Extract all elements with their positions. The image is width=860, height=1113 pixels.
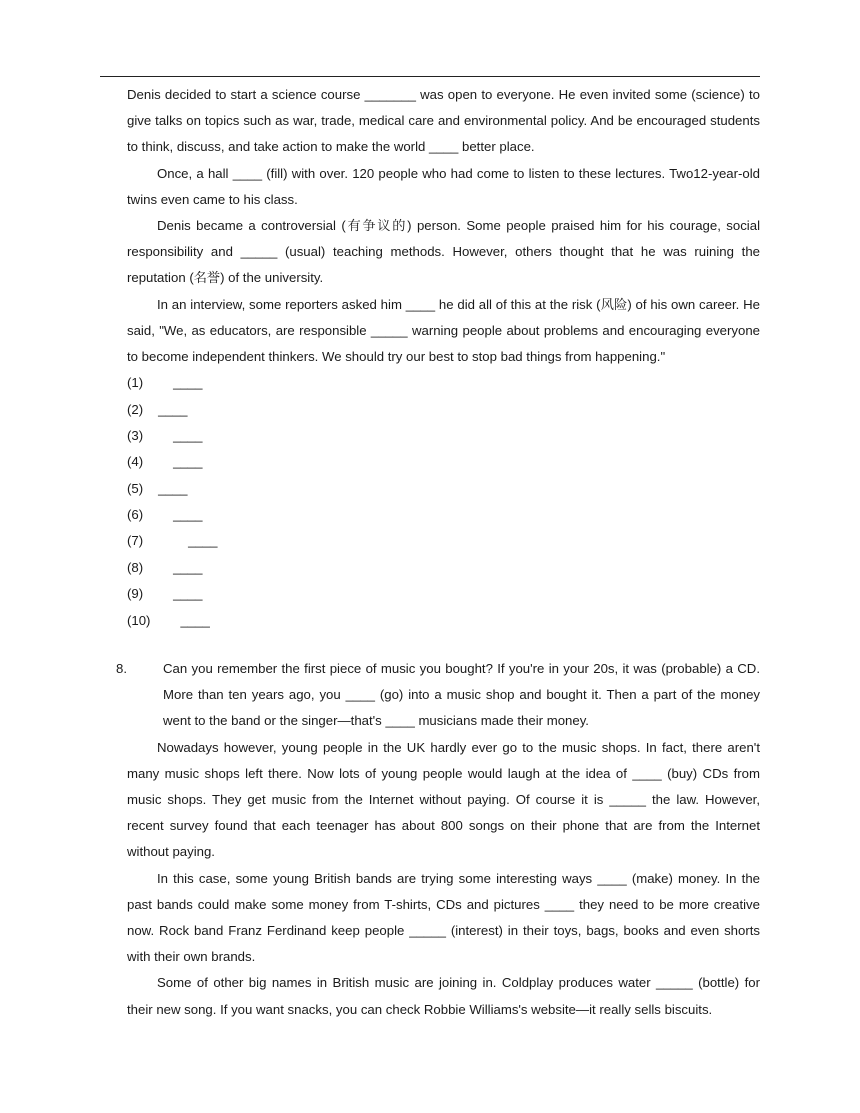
answer-number: (2) bbox=[127, 401, 144, 417]
question-number: 8. bbox=[116, 661, 127, 676]
paragraph bbox=[127, 213, 764, 292]
header-rule bbox=[100, 76, 760, 77]
answer-number: (6) bbox=[127, 507, 144, 523]
answer-blank[interactable]: ____ bbox=[158, 480, 188, 496]
answer-number: (7) bbox=[127, 533, 144, 549]
answer-number: (1) bbox=[127, 375, 144, 391]
paragraph-text: Nowadays however, young people in the UK hardly ever go to the music shops. In fact, there aren't many music shops left there. Now lots of young people would laugh at the idea of ____ (buy) CDs from music shops. They get music from the Internet without paying. Of course it is _____ the law. However, recent survey found that each teenager has about 800 songs on their phone that are from the Internet without paying. bbox=[127, 739, 764, 860]
answer-blank[interactable]: ____ bbox=[158, 401, 188, 417]
answer-row bbox=[127, 607, 760, 633]
answer-blank[interactable]: ____ bbox=[173, 559, 203, 575]
paragraph-text: In this case, some young British bands are trying some interesting ways ____ (make) money. In the past bands could make some money from T-shirts, CDs and pictures ____ they need to be more creative now. Rock band Franz Ferdinand keep people _____ (interest) in their toys, bags, books and even shorts with their own brands. bbox=[127, 870, 764, 965]
question-8-first-paragraph bbox=[116, 656, 764, 735]
paragraph bbox=[163, 656, 764, 735]
answer-number: (10) bbox=[127, 612, 151, 628]
answer-list bbox=[127, 370, 760, 633]
answer-number: (3) bbox=[127, 428, 144, 444]
paragraph bbox=[127, 161, 764, 213]
paragraph bbox=[127, 82, 764, 161]
answer-row bbox=[127, 397, 760, 423]
answer-row bbox=[127, 528, 760, 554]
answer-blank[interactable]: ____ bbox=[173, 586, 203, 602]
question-8-body bbox=[127, 735, 764, 1023]
answer-blank[interactable]: ____ bbox=[173, 428, 203, 444]
answer-number: (4) bbox=[127, 454, 144, 470]
answer-row bbox=[127, 449, 760, 475]
paragraph bbox=[127, 292, 764, 371]
answer-blank[interactable]: ____ bbox=[173, 375, 203, 391]
paragraph bbox=[127, 970, 764, 1022]
paragraph-text: Denis became a controversial (有争议的) person. Some people praised him for his courage, social responsibility and _____ (usual) teaching methods. However, others thought that he was ruining the reputation (名誉) of the university. bbox=[127, 218, 764, 286]
paragraph-text: Can you remember the first piece of music you bought? If you're in your 20s, it was (probable) a CD. More than ten years ago, you ____ (go) into a music shop and bought it. Then a part of the money went to the band or the singer—that's ____ musicians made their money. bbox=[163, 661, 764, 729]
paragraph-text: In an interview, some reporters asked him ____ he did all of this at the risk (风险) of his own career. He said, "We, as educators, are responsible _____ warning people about problems and encouraging everyone to become independent thinkers. We should try our best to stop bad things from happening." bbox=[127, 296, 764, 365]
answer-number: (5) bbox=[127, 480, 144, 496]
answer-blank[interactable]: ____ bbox=[173, 454, 203, 470]
answer-row bbox=[127, 423, 760, 449]
passage-top bbox=[127, 82, 764, 634]
question-8 bbox=[116, 656, 764, 1023]
answer-blank[interactable]: ____ bbox=[173, 507, 203, 523]
answer-number: (8) bbox=[127, 559, 144, 575]
answer-row bbox=[127, 581, 760, 607]
paragraph bbox=[127, 735, 764, 866]
answer-row bbox=[127, 476, 760, 502]
paragraph bbox=[127, 866, 764, 971]
answer-blank[interactable]: ____ bbox=[180, 612, 210, 628]
paragraph-text: Some of other big names in British music are joining in. Coldplay produces water _____ (bottle) for their new song. If you want snacks, you can check Robbie Williams's website—it really sells biscuits. bbox=[127, 975, 764, 1017]
answer-row bbox=[127, 502, 760, 528]
paragraph-text: Once, a hall ____ (fill) with over. 120 people who had come to listen to these lectures. Two12-year-old twins even came to his class. bbox=[127, 165, 764, 207]
paragraph-text: Denis decided to start a science course _______ was open to everyone. He even invited some (science) to give talks on topics such as war, trade, medical care and environmental policy. And be encouraged students to think, discuss, and take action to make the world ____ better place. bbox=[127, 87, 764, 155]
answer-number: (9) bbox=[127, 586, 144, 602]
answer-row bbox=[127, 555, 760, 581]
answer-row bbox=[127, 370, 760, 396]
answer-blank[interactable]: ____ bbox=[188, 533, 218, 549]
